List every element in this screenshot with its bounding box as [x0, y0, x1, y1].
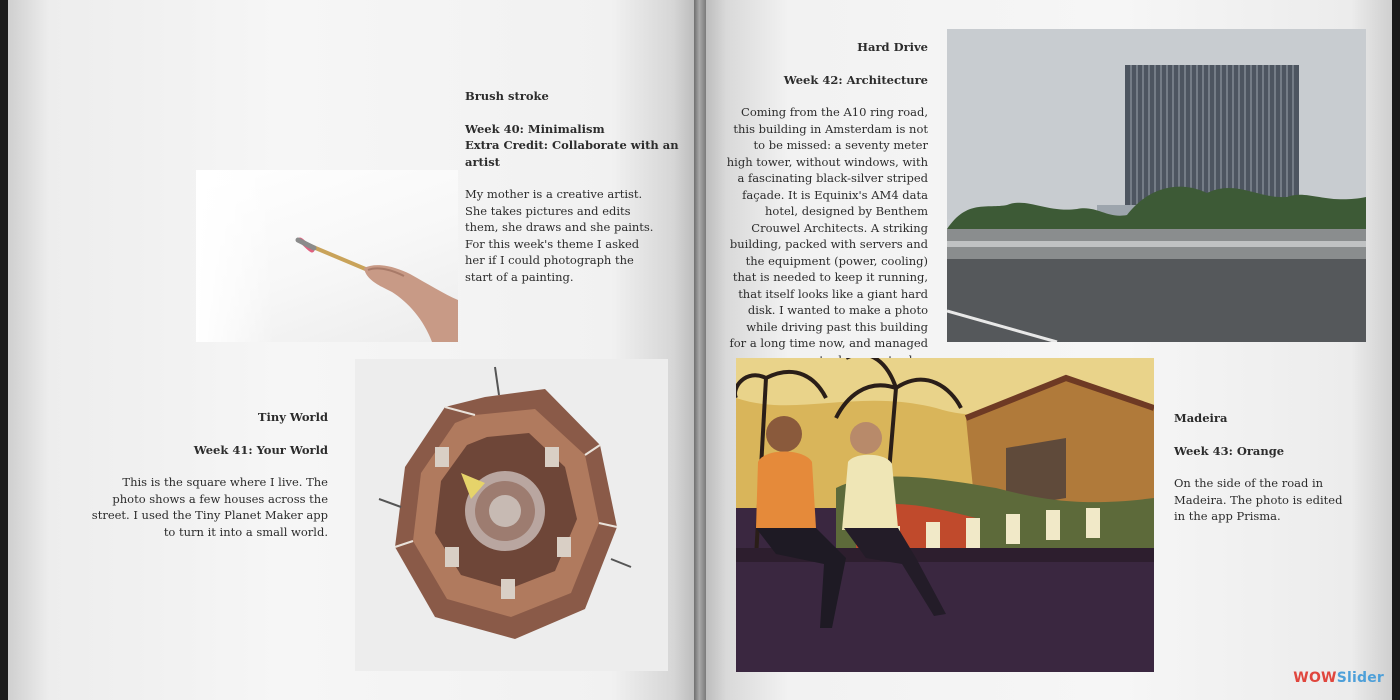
caption-title: Brush stroke	[465, 89, 549, 103]
caption-week: Week 43: Orange	[1174, 443, 1285, 458]
caption-title: Madeira	[1174, 411, 1228, 425]
brush-stroke-caption	[465, 88, 685, 285]
caption-title: Hard Drive	[857, 40, 928, 54]
book-spine	[694, 0, 706, 700]
caption-title: Tiny World	[257, 410, 328, 424]
caption-body: My mother is a creative artist. She takes pictures and edits them, she draws and she paints. For this week's theme I asked her if I could photograph the start of a painting.	[465, 187, 654, 284]
hard-drive-caption	[726, 39, 928, 368]
caption-week: Week 41: Your World	[193, 442, 328, 457]
watermark-part-wow: WOW	[1293, 670, 1337, 686]
caption-body: Coming from the A10 ring road, this building in Amsterdam is not to be missed: a seventy meter high tower, without windows, with a fascinating black-silver striped façade. It is Equinix's AM4 data hotel, designed by Benthem Crouwel Architects. A striking building, packed with servers and the equipment (power, cooling) that is needed to keep it running, that itself looks like a giant hard disk. I wanted to make a photo while driving past this building for a long time now, and managed	[726, 105, 928, 350]
book-edge-left	[0, 0, 8, 700]
left-page	[8, 0, 694, 700]
book-edge-right	[1392, 0, 1400, 700]
watermark-part-slider: Slider	[1336, 670, 1384, 686]
right-page	[706, 0, 1392, 700]
caption-extra-credit: Extra Credit: Collaborate with an artist	[465, 138, 679, 169]
madeira-photo	[736, 358, 1154, 672]
brush-stroke-photo	[196, 170, 458, 342]
caption-body: On the side of the road in Madeira. The photo is edited in the app Prisma.	[1174, 476, 1343, 523]
tiny-world-caption	[88, 409, 328, 540]
wowslider-watermark	[1293, 670, 1384, 686]
caption-week: Week 40: Minimalism	[465, 121, 605, 136]
tiny-world-photo	[355, 359, 668, 671]
hard-drive-photo	[947, 29, 1366, 342]
caption-body: This is the square where I live. The photo shows a few houses across the street. I used the Tiny Planet Maker app to turn it into a small world.	[91, 475, 328, 539]
madeira-caption	[1174, 410, 1344, 525]
caption-week: Week 42: Architecture	[783, 72, 928, 87]
